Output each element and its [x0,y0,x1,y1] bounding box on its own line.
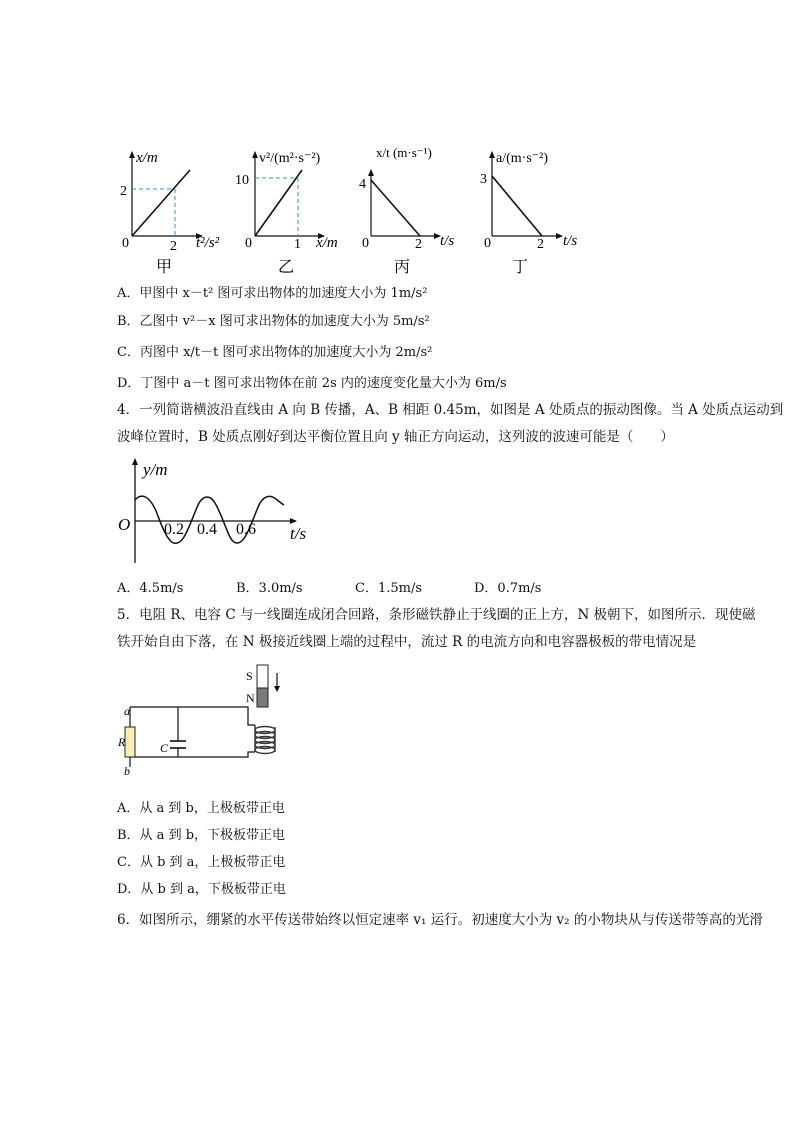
q3-option-a: A．甲图中 x－t² 图可求出物体的加速度大小为 1m/s² [117,286,428,301]
node-a-label: a [124,704,130,718]
graph-jia-ylabel: x/m [136,150,158,166]
q5-option-a: A．从 a 到 b，上极板带正电 [117,801,285,816]
q4-ylabel: y/m [143,460,168,479]
q4-vibration-graph [110,455,330,565]
graph-ding-origin: 0 [484,236,491,251]
graph-yi-name: 乙 [278,259,295,276]
graph-bing-xtick: 2 [415,237,422,252]
graph-bing-ylabel: x/t (m·s⁻¹) [376,145,432,160]
graph-yi-xtick: 1 [294,237,301,252]
graph-ding-line [492,176,542,236]
q4-tick-2: 0.4 [197,521,217,538]
q4-xlabel: t/s [290,524,307,543]
graph-yi-ytick: 10 [235,173,249,188]
graph-yi-origin: 0 [245,236,252,251]
graph-jia-xtick: 2 [170,239,177,254]
graph-ding-xtick: 2 [537,237,544,252]
capacitor-label: C [160,741,169,755]
graph-ding-xlabel: t/s [563,233,578,249]
coil [255,725,275,754]
graph-bing-name: 丙 [394,259,411,276]
resistor-r [125,727,135,757]
graph-bing-origin: 0 [362,236,369,251]
magnet-label-s: S [246,669,253,683]
graph-ding-name: 丁 [512,259,529,276]
graph-yi [235,151,338,276]
resistor-label: R [118,735,126,749]
q3-option-d: D．丁图中 a－t 图可求出物体在前 2s 内的速度变化量大小为 6m/s [117,376,507,391]
q3-option-b: B．乙图中 v²－x 图可求出物体的加速度大小为 5m/s² [117,314,430,329]
graph-jia-xlabel: t²/s² [196,235,220,251]
q3-option-c: C．丙图中 x/t－t 图可求出物体的加速度大小为 2m/s² [117,345,433,360]
graph-yi-line [255,170,302,236]
graph-yi-ylabel: v²/(m²·s⁻²) [259,151,321,166]
graph-ding-ylabel: a/(m·s⁻²) [496,151,549,166]
q5-stem-line1: 5．电阻 R、电容 C 与一线圈连成闭合回路，条形磁铁静止于线圈的正上方，N 极朝下，如图所示．现使磁 [117,607,756,623]
node-b-label: b [124,764,130,778]
q4-stem-line1: 4．一列简谐横波沿直线由 A 向 B 传播，A、B 相距 0.45m，如图是 A 处质点的振动图像。当 A 处质点运动到 [117,402,784,418]
graph-yi-xlabel: x/m [316,235,338,251]
graph-bing-line [371,180,420,236]
kinematics-graphs [0,0,792,290]
graph-jia-origin: 0 [122,236,129,251]
q4-option-c: C．1.5m/s [355,581,422,596]
graph-ding [480,151,577,276]
q5-option-b: B．从 a 到 b，下极板带正电 [117,828,286,843]
graph-ding-ytick: 3 [480,172,487,187]
graph-bing-xlabel: t/s [440,233,455,249]
q4-tick-1: 0.2 [164,521,184,538]
graph-bing-ytick: 4 [359,177,366,192]
bar-magnet-n [257,688,268,707]
q4-stem-line2: 波峰位置时，B 处质点刚好到达平衡位置且向 y 轴正方向运动，这列波的波速可能是（ ） [117,429,674,445]
q5-circuit-diagram [110,660,310,780]
q6-stem-line1: 6．如图所示，绷紧的水平传送带始终以恒定速率 v₁ 运行。初速度大小为 v₂ 的小物块从与传送带等高的光滑 [117,912,763,928]
bar-magnet-s [257,665,268,688]
q5-stem-line2: 铁开始自由下落，在 N 极接近线圈上端的过程中，流过 R 的电流方向和电容器极板的带电情况是 [117,634,697,650]
graph-jia-line [132,170,190,236]
graph-jia [120,150,220,276]
magnet-label-n: N [246,691,255,705]
q4-option-d: D．0.7m/s [474,581,542,596]
q5-option-c: C．从 b 到 a，上极板带正电 [117,855,286,870]
q4-tick-3: 0.6 [236,521,256,538]
q5-option-d: D．从 b 到 a，下极板带正电 [117,882,286,897]
graph-bing [359,145,454,276]
q4-origin: O [118,515,131,534]
graph-jia-name: 甲 [156,259,173,276]
q4-option-a: A．4.5m/s [117,581,184,596]
q4-option-b: B．3.0m/s [236,581,303,596]
graph-jia-ytick: 2 [120,184,127,199]
